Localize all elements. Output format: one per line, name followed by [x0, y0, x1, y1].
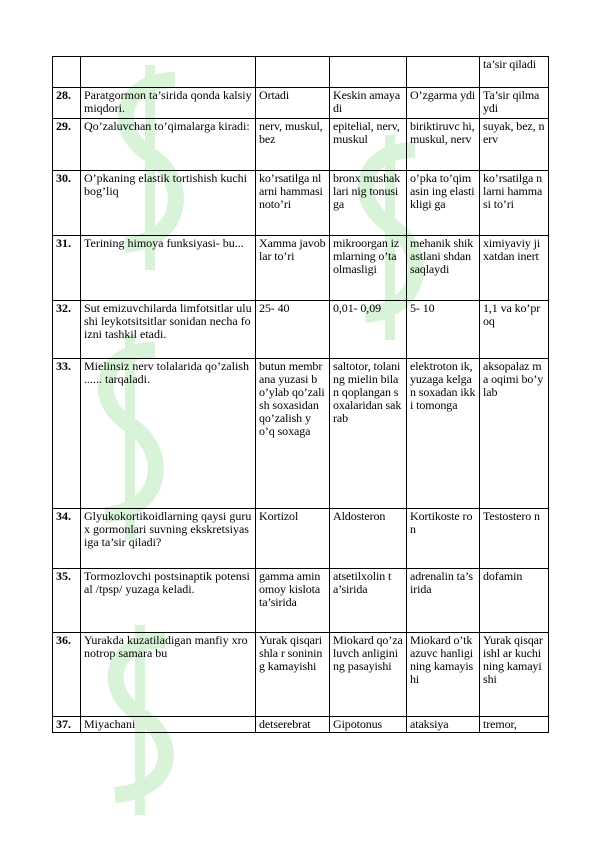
option-a: gamma aminomoy kislota ta’sirida [256, 569, 330, 633]
table-row [53, 171, 549, 236]
question-text: Glyukokortikoidlarning qaysi gurux gormonlari suvning ekskretsiyasiga ta’sir qiladi? [81, 509, 256, 569]
question-number: 28. [53, 88, 81, 119]
table-row [53, 509, 549, 569]
option-a: 25- 40 [256, 301, 330, 359]
question-number: 36. [53, 633, 81, 717]
option-c: biriktiruvc hi, muskul, nerv [407, 119, 480, 171]
question-text: Paratgormon ta’sirida qonda kalsiy miqdori. [81, 88, 256, 119]
option-b: Miokard qo’zaluvch anligining pasayishi [330, 633, 407, 717]
option-a: butun membrana yuzasi bo’ylab qo’zalish soxasidan qo’zalish yo’q soxaga [256, 359, 330, 509]
option-b: saltotor, tolaning mielin bilan qoplangan soxalaridan sakrab [330, 359, 407, 509]
question-number: 30. [53, 171, 81, 236]
table-row [53, 236, 549, 301]
table-row [53, 119, 549, 171]
question-number: 31. [53, 236, 81, 301]
table-row [53, 569, 549, 633]
option-b: mikroorgan izmlarning o’ta olmasligi [330, 236, 407, 301]
option-a: nerv, muskul, bez [256, 119, 330, 171]
option-a: Kortizol [256, 509, 330, 569]
option-a: Ortadi [256, 88, 330, 119]
question-number: 33. [53, 359, 81, 509]
option-d: ximiyaviy jixatdan inert [480, 236, 549, 301]
table-row [53, 359, 549, 509]
question-number: 37. [53, 717, 81, 733]
question-text: O’pkaning elastik tortishish kuchi bog’liq [81, 171, 256, 236]
option-d: Ta’sir qilmaydi [480, 88, 549, 119]
option-b: Aldosteron [330, 509, 407, 569]
option-c: adrenalin ta’sirida [407, 569, 480, 633]
option-a: detserebrat [256, 717, 330, 733]
table-row [53, 717, 549, 733]
option-d: dofamin [480, 569, 549, 633]
question-text: Yurakda kuzatiladigan manfiy xronotrop samara bu [81, 633, 256, 717]
option-d: tremor, [480, 717, 549, 733]
table-row [53, 301, 549, 359]
question-number: 32. [53, 301, 81, 359]
option-d: ko’rsatilga nlarni hammasi to’ri [480, 171, 549, 236]
question-text: Qo’zaluvchan to’qimalarga kiradi: [81, 119, 256, 171]
option-d: aksopalaz ma oqimi bo’ylab [480, 359, 549, 509]
option-a: ko’rsatilga nlarni hammasi noto’ri [256, 171, 330, 236]
table-row [53, 57, 549, 88]
question-text: Tormozlovchi postsinaptik potensial /tpsp/ yuzaga keladi. [81, 569, 256, 633]
question-text: Miyachani [81, 717, 256, 733]
option-c: elektroton ik, yuzaga kelgan soxadan ikki tomonga [407, 359, 480, 509]
option-c [407, 57, 480, 88]
question-number [53, 57, 81, 88]
questions-table [52, 56, 549, 733]
question-number: 35. [53, 569, 81, 633]
option-c: mehanik shikastlani shdan saqlaydi [407, 236, 480, 301]
option-a: Yurak qisqarishla r sonining kamayishi [256, 633, 330, 717]
option-c: 5- 10 [407, 301, 480, 359]
option-b: Keskin amayadi [330, 88, 407, 119]
option-d: 1,1 va ko’proq [480, 301, 549, 359]
option-c: o’pka to’qimasin ing elastikligi ga [407, 171, 480, 236]
question-text: Sut emizuvchilarda limfotsitlar ulushi leykotsitsitlar sonidan necha foizni tashkil etadi. [81, 301, 256, 359]
option-d: Testostero n [480, 509, 549, 569]
option-c: Miokard o’tkazuvc hanligining kamayishi [407, 633, 480, 717]
table-row [53, 633, 549, 717]
option-b: bronx mushaklari nig tonusiga [330, 171, 407, 236]
question-number: 29. [53, 119, 81, 171]
option-d: Yurak qisqarishl ar kuchining kamayishi [480, 633, 549, 717]
option-c: Kortikoste ron [407, 509, 480, 569]
option-d: ta’sir qiladi [480, 57, 549, 88]
option-a [256, 57, 330, 88]
table-row [53, 88, 549, 119]
question-number: 34. [53, 509, 81, 569]
question-text [81, 57, 256, 88]
question-text: Mielinsiz nerv tolalarida qo’zalish ...... tarqaladi. [81, 359, 256, 509]
option-b: Gipotonus [330, 717, 407, 733]
option-b: 0,01- 0,09 [330, 301, 407, 359]
option-c: ataksiya [407, 717, 480, 733]
option-b [330, 57, 407, 88]
question-text: Terining himoya funksiyasi- bu... [81, 236, 256, 301]
option-a: Xamma javoblar to’ri [256, 236, 330, 301]
option-c: O’zgarma ydi [407, 88, 480, 119]
option-b: atsetilxolin ta’sirida [330, 569, 407, 633]
option-b: epitelial, nerv, muskul [330, 119, 407, 171]
option-d: suyak, bez, nerv [480, 119, 549, 171]
